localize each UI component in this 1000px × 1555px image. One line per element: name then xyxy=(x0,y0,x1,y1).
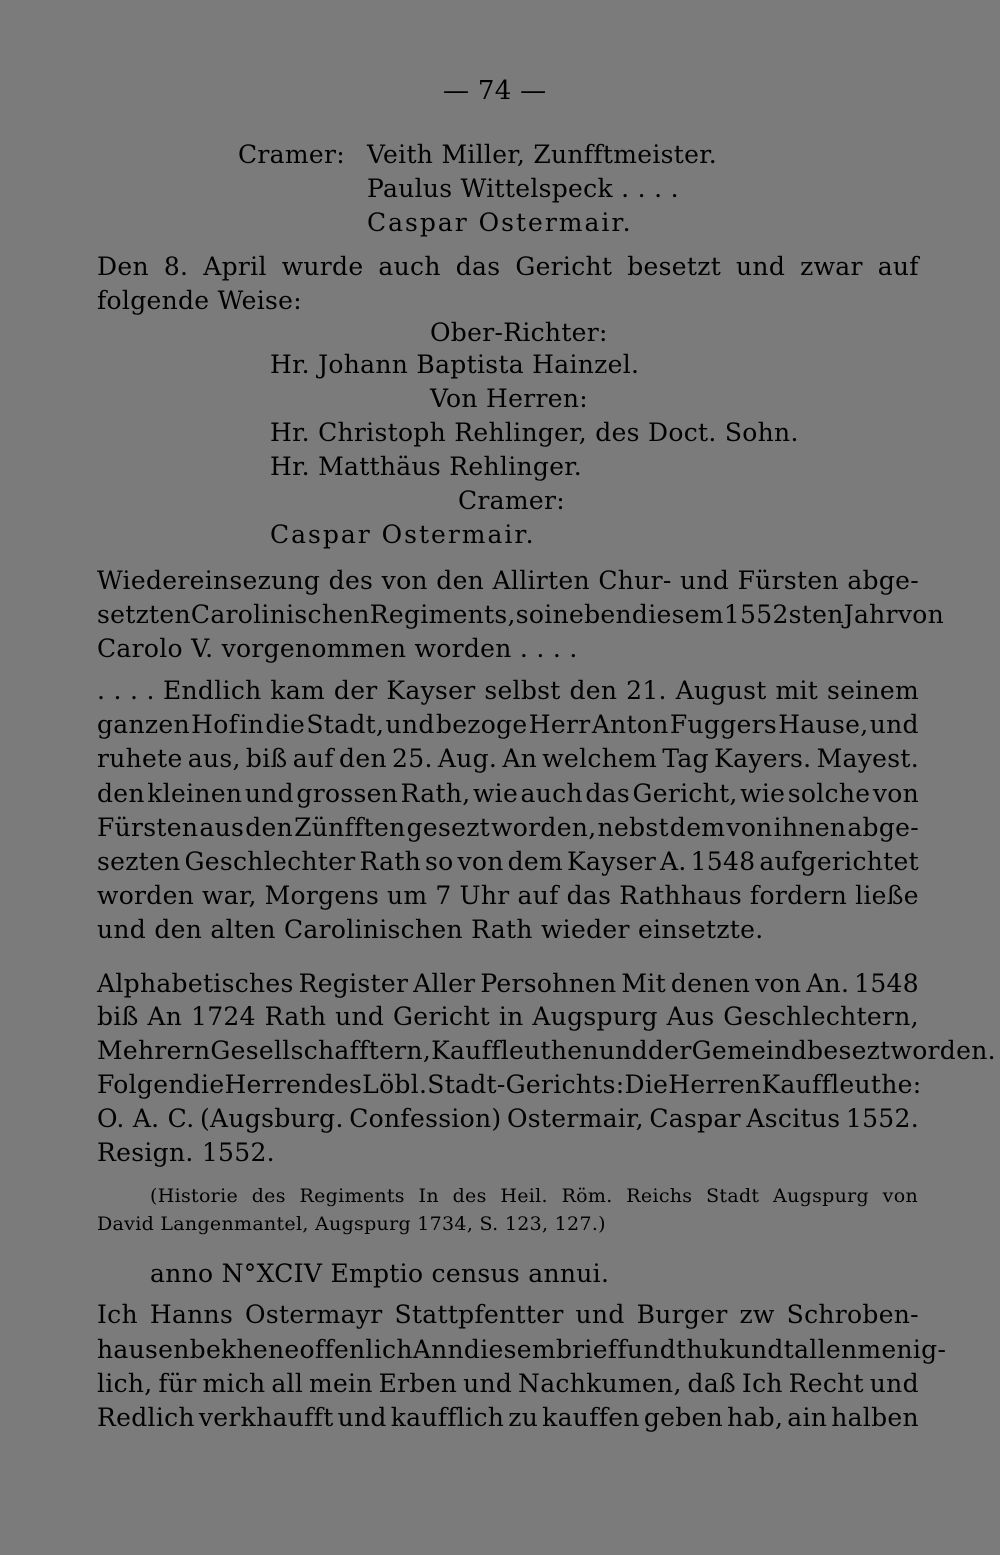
word: von xyxy=(872,779,919,808)
word: A. xyxy=(660,847,687,876)
word: 1552. xyxy=(845,1104,919,1133)
word: und xyxy=(337,1403,387,1432)
word: und xyxy=(869,710,919,739)
word: kaufflich xyxy=(390,1403,505,1432)
word: und xyxy=(626,1335,677,1364)
word: dem xyxy=(669,813,726,842)
word: ließe xyxy=(855,881,919,910)
word: Ich xyxy=(97,1300,138,1329)
word: Reichs xyxy=(626,1185,693,1207)
word: Persohnen xyxy=(480,969,617,998)
word: den xyxy=(97,779,145,808)
word: auf xyxy=(877,252,919,281)
word: bekhene xyxy=(189,1335,300,1364)
word: halben xyxy=(831,1403,919,1432)
word: lich, xyxy=(97,1369,153,1398)
word: wurde xyxy=(281,252,364,281)
paragraph-line xyxy=(97,742,919,776)
word: Kayser xyxy=(566,847,657,876)
section-heading: Ober-Richter: xyxy=(430,318,608,347)
word: 25. xyxy=(392,744,433,773)
word: August xyxy=(675,676,767,705)
word: gesezt xyxy=(406,813,491,842)
word: Mit xyxy=(621,969,666,998)
word: auch xyxy=(378,252,441,281)
word: ihnen xyxy=(773,813,847,842)
word: Heil. xyxy=(500,1185,548,1207)
word: die xyxy=(184,1070,225,1099)
word: diesem xyxy=(631,600,724,629)
word: Gericht xyxy=(515,252,613,281)
word: nebst xyxy=(597,813,669,842)
word: 1552sten xyxy=(723,600,844,629)
word: biß xyxy=(245,744,288,773)
word: Gesellschafftern, xyxy=(210,1036,432,1065)
paragraph-line xyxy=(97,777,919,811)
word: und xyxy=(244,779,294,808)
word: den xyxy=(245,813,293,842)
word: so xyxy=(515,600,545,629)
word: war, xyxy=(202,881,257,910)
word: Löbl. xyxy=(362,1070,428,1099)
paragraph-line: Carolo V. vorgenommen worden . . . . xyxy=(97,634,578,663)
word: Kauffleuthe: xyxy=(761,1070,922,1099)
page-number: — 74 — xyxy=(443,76,547,106)
word: Herr xyxy=(528,710,591,739)
word: des xyxy=(317,1070,363,1099)
word: allen xyxy=(794,1335,858,1364)
word: dem xyxy=(507,847,564,876)
word: Register xyxy=(298,969,409,998)
cramer-label: Cramer: xyxy=(238,140,345,169)
word: An xyxy=(147,1002,183,1031)
word: fordern xyxy=(749,881,848,910)
word: O. A. C. xyxy=(97,1104,195,1133)
word: selbst xyxy=(484,676,561,705)
paragraph-line: und den alten Carolinischen Rath wieder einsetzte. xyxy=(97,915,764,944)
word: diesem xyxy=(463,1335,556,1364)
paragraph-line xyxy=(97,845,919,879)
word: Den xyxy=(97,252,149,281)
word: Erben xyxy=(378,1369,458,1398)
word: Aller xyxy=(413,969,476,998)
word: Röm. xyxy=(561,1185,613,1207)
paragraph-line xyxy=(97,1333,947,1367)
word: Rath xyxy=(359,847,422,876)
word: auf xyxy=(292,744,334,773)
word: Burger xyxy=(636,1300,728,1329)
word: solche xyxy=(787,779,871,808)
word: aufgerichtet xyxy=(759,847,919,876)
word: denen xyxy=(670,969,751,998)
word: Jahr xyxy=(843,600,898,629)
word: Fürsten xyxy=(97,813,199,842)
word: Stadt xyxy=(706,1185,760,1207)
paragraph-line xyxy=(97,1102,919,1136)
word: zu xyxy=(508,1403,539,1432)
word: Nachkumen, xyxy=(518,1369,682,1398)
word: in xyxy=(498,1002,524,1031)
word: April xyxy=(203,252,267,281)
word: Augspurg xyxy=(773,1185,869,1207)
word: hausen xyxy=(97,1335,190,1364)
word: Allirten xyxy=(492,566,590,595)
word: Aug. xyxy=(437,744,498,773)
word: Geschlechter xyxy=(184,847,356,876)
word: der xyxy=(647,1036,692,1065)
word: aus xyxy=(199,813,245,842)
word: kundt xyxy=(719,1335,795,1364)
word: biß xyxy=(97,1002,139,1031)
word: (Augsburg. xyxy=(199,1104,344,1133)
word: daß xyxy=(687,1369,737,1398)
word: Wiedereinsezung xyxy=(97,566,321,595)
word: kam xyxy=(270,676,326,705)
word: kauffen xyxy=(542,1403,640,1432)
word: Regiments, xyxy=(369,600,516,629)
word: Herren xyxy=(224,1070,318,1099)
word: wie xyxy=(472,779,519,808)
court-member: Hr. Matthäus Rehlinger. xyxy=(270,452,583,481)
paragraph-line xyxy=(97,811,919,845)
word: Mehrern xyxy=(97,1036,211,1065)
word: Tag xyxy=(662,744,709,773)
word: in xyxy=(239,710,265,739)
word: Aus xyxy=(666,1002,715,1031)
document-title: anno N°XCIV Emptio census annui. xyxy=(150,1259,610,1288)
word: mit xyxy=(775,676,819,705)
word: worden, xyxy=(491,813,597,842)
word: besetzt xyxy=(627,252,722,281)
word: aus, xyxy=(187,744,241,773)
word: verkhaufft xyxy=(198,1403,334,1432)
word: Confession) xyxy=(349,1104,502,1133)
word: kleinen xyxy=(147,779,243,808)
cramer-name: Paulus Wittelspeck . . . . xyxy=(367,174,679,203)
word: den xyxy=(436,566,485,595)
word: Recht xyxy=(788,1369,864,1398)
word: Hof xyxy=(191,710,239,739)
word: auf xyxy=(517,881,559,910)
word: brieff xyxy=(555,1335,627,1364)
paragraph-line xyxy=(97,1068,922,1102)
word: der xyxy=(333,676,378,705)
court-member: Caspar Ostermair. xyxy=(270,520,536,549)
word: und xyxy=(335,1002,385,1031)
word: 8. xyxy=(163,252,189,281)
citation-line xyxy=(150,1182,918,1210)
word: von xyxy=(457,847,504,876)
word: Stattpfentter xyxy=(394,1300,564,1329)
word: thu xyxy=(676,1335,720,1364)
paragraph-line xyxy=(97,1034,996,1068)
word: An xyxy=(502,744,538,773)
word: des xyxy=(452,1185,487,1207)
word: Schroben- xyxy=(786,1300,919,1329)
word: Die xyxy=(624,1070,669,1099)
paragraph-line xyxy=(97,250,919,284)
word: Anton xyxy=(591,710,669,739)
word: und xyxy=(463,1369,513,1398)
word: bezoge xyxy=(435,710,528,739)
word: und xyxy=(598,1036,648,1065)
word: offenlich xyxy=(299,1335,413,1364)
word: von xyxy=(897,600,944,629)
word: mich xyxy=(202,1369,266,1398)
word: hab, xyxy=(727,1403,784,1432)
cramer-name: Caspar Ostermair. xyxy=(367,208,633,237)
word: zw xyxy=(739,1300,775,1329)
word: Stadt, xyxy=(306,710,385,739)
word: geben xyxy=(643,1403,724,1432)
word: Rath xyxy=(264,1002,327,1031)
paragraph-line xyxy=(97,967,919,1001)
word: Rathhaus xyxy=(619,881,742,910)
word: Fuggers xyxy=(669,710,778,739)
section-heading: Von Herren: xyxy=(430,384,588,413)
paragraph-line xyxy=(97,708,919,742)
paragraph-line: Resign. 1552. xyxy=(97,1138,275,1167)
paragraph-line xyxy=(97,1298,919,1332)
word: Ostermair, xyxy=(506,1104,644,1133)
word: den xyxy=(339,744,387,773)
word: und xyxy=(575,1300,625,1329)
word: Zünfften xyxy=(294,813,406,842)
word: Redlich xyxy=(97,1403,195,1432)
word: wie xyxy=(740,779,786,808)
word: Folgen xyxy=(97,1070,185,1099)
word: des xyxy=(251,1185,286,1207)
word: von xyxy=(726,813,773,842)
word: grossen xyxy=(296,779,399,808)
word: Ann xyxy=(412,1335,464,1364)
court-member: Hr. Christoph Rehlinger, des Doct. Sohn. xyxy=(270,418,799,447)
word: Herren xyxy=(668,1070,762,1099)
word: welchem xyxy=(542,744,658,773)
word: 21. xyxy=(626,676,667,705)
word: ain xyxy=(787,1403,828,1432)
word: in xyxy=(544,600,569,629)
word: Kauffleuthen xyxy=(431,1036,599,1065)
word: Morgens xyxy=(264,881,380,910)
word: worden. xyxy=(890,1036,996,1065)
word: und xyxy=(680,566,730,595)
word: und xyxy=(385,710,435,739)
paragraph-line xyxy=(97,598,944,632)
word: Kayser xyxy=(386,676,476,705)
paragraph-line xyxy=(97,1367,919,1401)
paragraph-line: folgende Weise: xyxy=(97,286,302,315)
word: so xyxy=(425,847,454,876)
word: von xyxy=(755,969,802,998)
word: Rath, xyxy=(400,779,471,808)
word: In xyxy=(418,1185,439,1207)
word: Geschlechtern, xyxy=(723,1002,919,1031)
word: setzten xyxy=(97,600,191,629)
word: Uhr xyxy=(459,881,510,910)
word: die xyxy=(265,710,306,739)
paragraph-line xyxy=(97,1401,919,1435)
word: mein xyxy=(308,1369,373,1398)
word: Gericht xyxy=(393,1002,490,1031)
word: Regiments xyxy=(299,1185,405,1207)
word: Hanns xyxy=(149,1300,234,1329)
word: Carolinischen xyxy=(190,600,370,629)
paragraph-line xyxy=(97,879,919,913)
word: An. xyxy=(806,969,850,998)
word: . . . . Endlich xyxy=(97,676,262,705)
word: des xyxy=(328,566,374,595)
word: 1548 xyxy=(854,969,919,998)
word: das xyxy=(455,252,501,281)
word: 1548 xyxy=(690,847,756,876)
word: Ich xyxy=(741,1369,783,1398)
word: das xyxy=(585,779,630,808)
cramer-name: Veith Miller, Zunfftmeister. xyxy=(367,140,717,169)
word: von xyxy=(882,1185,918,1207)
word: Chur- xyxy=(598,566,672,595)
word: Gemeind xyxy=(691,1036,808,1065)
word: besezt xyxy=(807,1036,891,1065)
word: sezten xyxy=(97,847,181,876)
word: Stadt-Gerichts: xyxy=(427,1070,625,1099)
court-member: Hr. Johann Baptista Hainzel. xyxy=(270,350,640,379)
section-heading: Cramer: xyxy=(458,486,565,515)
citation-line: David Langenmantel, Augspurg 1734, S. 123, 127.) xyxy=(97,1213,606,1235)
word: all xyxy=(271,1369,304,1398)
word: Mayest. xyxy=(816,744,919,773)
word: ganzen xyxy=(97,710,190,739)
word: (Historie xyxy=(150,1185,238,1207)
word: 1724 xyxy=(191,1002,256,1031)
word: um xyxy=(387,881,428,910)
word: Kayers. xyxy=(714,744,812,773)
word: auch xyxy=(520,779,583,808)
word: Alphabetisches xyxy=(97,969,294,998)
word: Fürsten xyxy=(737,566,839,595)
paragraph-line xyxy=(97,1000,919,1034)
paragraph-line xyxy=(97,674,919,708)
word: das xyxy=(566,881,612,910)
word: Gericht, xyxy=(632,779,738,808)
word: und xyxy=(736,252,786,281)
word: 7 xyxy=(435,881,452,910)
word: Ostermayr xyxy=(245,1300,383,1329)
word: Augspurg xyxy=(532,1002,658,1031)
word: menig- xyxy=(857,1335,947,1364)
word: Ascitus xyxy=(746,1104,841,1133)
word: Caspar xyxy=(649,1104,741,1133)
word: abge- xyxy=(847,566,919,595)
paragraph-line xyxy=(97,564,919,598)
word: den xyxy=(569,676,618,705)
word: seinem xyxy=(826,676,919,705)
word: Hause, xyxy=(778,710,869,739)
word: abge- xyxy=(847,813,919,842)
word: zwar xyxy=(800,252,863,281)
word: von xyxy=(381,566,428,595)
word: ruhete xyxy=(97,744,183,773)
word: worden xyxy=(97,881,195,910)
word: eben xyxy=(568,600,632,629)
word: für xyxy=(158,1369,197,1398)
word: und xyxy=(869,1369,919,1398)
